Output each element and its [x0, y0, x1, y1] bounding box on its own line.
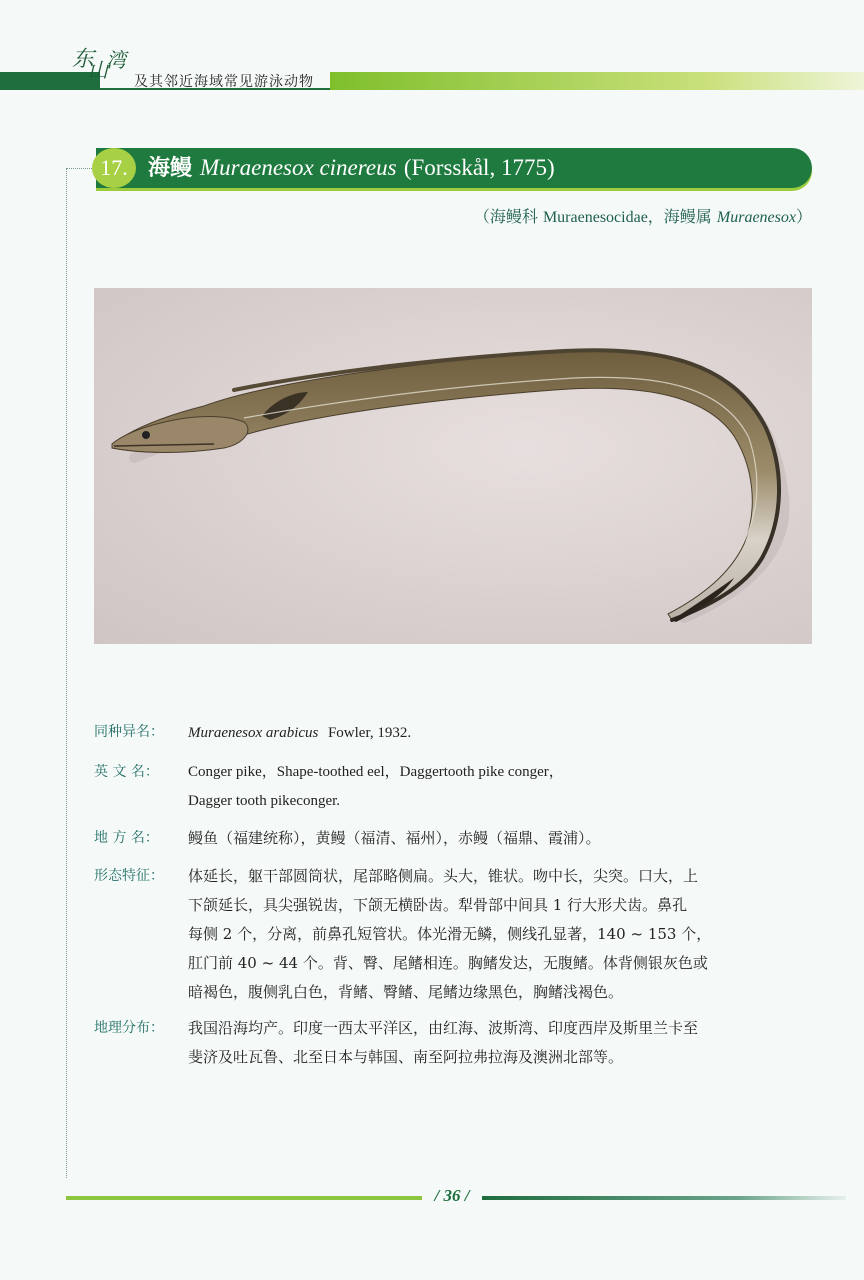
species-number: 17.	[92, 148, 136, 188]
classification-open: （海鳗科	[473, 207, 543, 226]
morphology-line: 体延长，躯干部圆筒状，尾部略侧扁。头大，锥状。吻中长，尖突。口大，上	[188, 867, 699, 885]
synonym-name: Muraenesox arabicus	[188, 725, 319, 741]
side-dotted-rule	[66, 168, 67, 1178]
species-title	[148, 148, 555, 188]
logo-char-2: 山	[88, 58, 108, 82]
distribution-line: 我国沿海均产。印度一西太平洋区，由红海、波斯湾、印度西岸及斯里兰卡至	[188, 1019, 699, 1037]
eel-illustration	[94, 288, 812, 644]
synonym-authority: Fowler, 1932.	[327, 725, 412, 741]
footer-bar-left	[66, 1196, 422, 1200]
local-name-row	[94, 824, 824, 853]
local-name-value: 鳗鱼（福建统称），黄鳗（福清、福州），赤鳗（福鼎、霞浦）。	[188, 829, 601, 847]
distribution-value	[188, 1014, 812, 1072]
morphology-value	[188, 862, 812, 1007]
logo-char-3: 湾	[106, 48, 126, 72]
synonym-value	[188, 718, 812, 748]
english-name-label: 英 文 名：	[94, 764, 159, 780]
specimen-photo	[94, 288, 812, 644]
species-chinese-name: 海鳗	[148, 156, 193, 181]
morphology-row	[94, 862, 824, 1007]
species-authority: (Forsskål, 1775)	[403, 155, 555, 180]
page-footer	[66, 1186, 846, 1206]
genus-latin: Muraenesox	[716, 209, 796, 226]
header-band-light	[330, 72, 864, 90]
species-classification	[474, 204, 812, 227]
morphology-line: 肛门前 40 ~ 44 个。背、臀、尾鳍相连。胸鳍发达，无腹鳍。体背侧银灰色或	[188, 954, 708, 972]
distribution-line: 斐济及吐瓦鲁、北至日本与韩国、南至阿拉弗拉海及澳洲北部等。	[188, 1048, 624, 1066]
classification-mid: ，海鳗属	[647, 207, 717, 226]
synonym-row	[94, 718, 824, 747]
english-name-line: Conger pike，Shape-toothed eel，Daggertooth pike conger，	[188, 764, 564, 780]
english-name-line: Dagger tooth pikeconger.	[188, 793, 341, 809]
footer-bar-right	[482, 1196, 846, 1200]
english-name-row	[94, 758, 824, 816]
synonym-label: 同种异名：	[94, 724, 164, 740]
logo-char-1: 东	[72, 47, 95, 72]
page-slash-right: /	[464, 1186, 470, 1205]
page-number-value: 36	[443, 1186, 461, 1205]
family-latin: Muraenesocidae	[542, 209, 648, 226]
top-dotted-rule	[66, 168, 94, 169]
morphology-line: 下颌延长，具尖强锐齿，下颌无横卧齿。犁骨部中间具 1 行大形犬齿。鼻孔	[188, 896, 688, 914]
page-slash-left: /	[434, 1186, 440, 1205]
book-logo	[72, 40, 132, 92]
page-number	[422, 1186, 482, 1206]
classification-close: ）	[795, 207, 812, 226]
distribution-row	[94, 1014, 824, 1072]
morphology-label: 形态特征：	[94, 868, 164, 884]
species-scientific-name: Muraenesox cinereus	[200, 155, 397, 180]
book-subtitle: 及其邻近海域常见游泳动物	[134, 74, 314, 90]
distribution-label: 地理分布：	[94, 1020, 164, 1036]
morphology-line: 每侧 2 个，分离，前鼻孔短管状。体光滑无鳞，侧线孔显著，140 ~ 153 个，	[188, 925, 712, 943]
morphology-line: 暗褐色，腹侧乳白色，背鳍、臀鳍、尾鳍边缘黑色，胸鳍浅褐色。	[188, 983, 624, 1001]
english-name-value	[188, 758, 812, 816]
local-name-label: 地 方 名：	[94, 830, 159, 846]
